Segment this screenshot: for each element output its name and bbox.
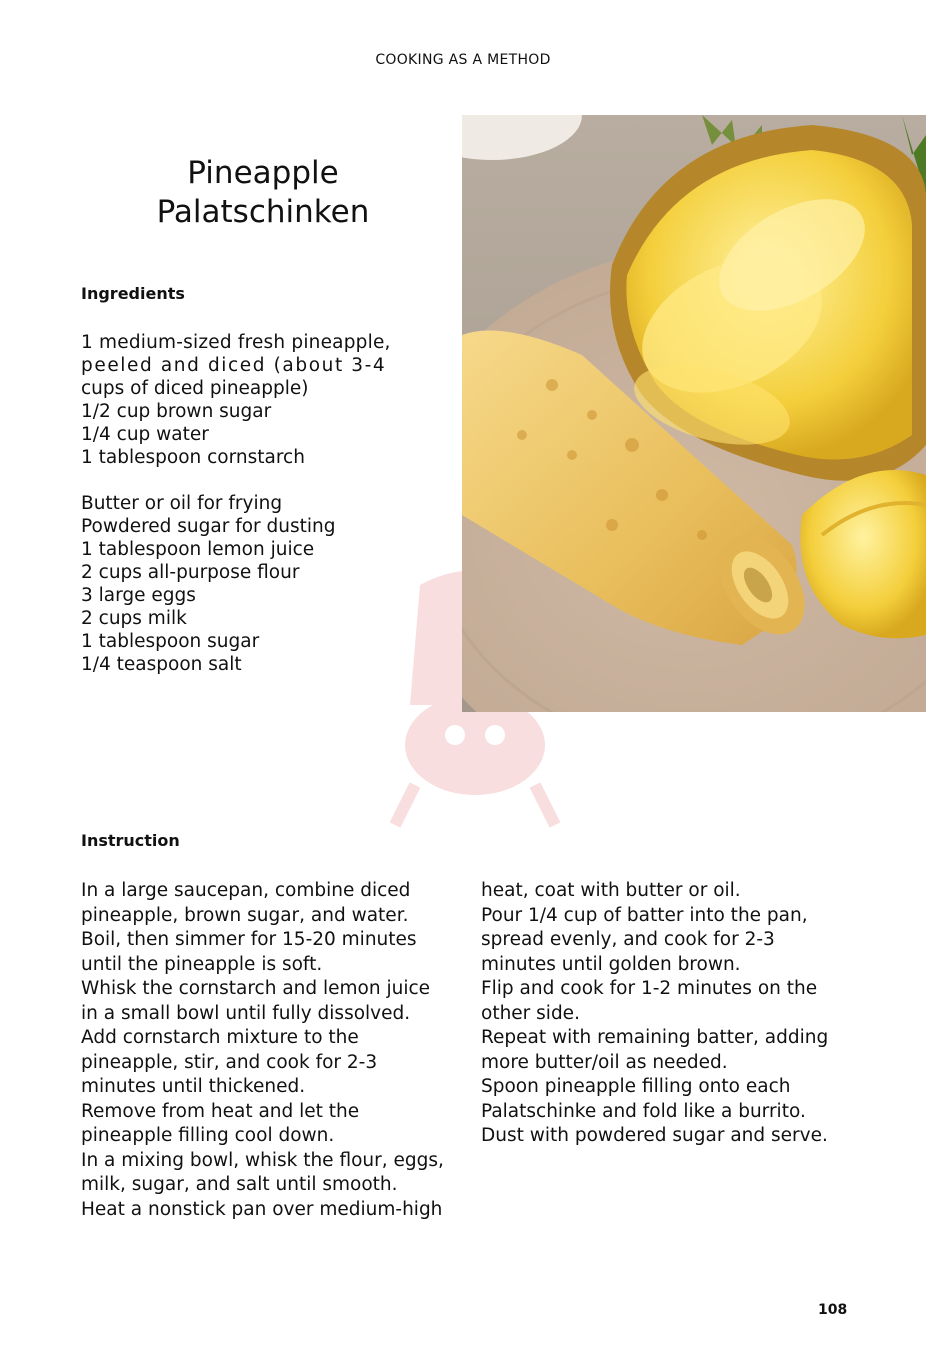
ingredient-item: 2 cups all-purpose flour xyxy=(81,562,300,583)
instruction-line: Flip and cook for 1-2 minutes on the xyxy=(481,978,818,999)
ingredient-item: Butter or oil for frying xyxy=(81,493,283,514)
instruction-line: pineapple, brown sugar, and water. xyxy=(81,904,409,926)
ingredient-item: 1 tablespoon lemon juice xyxy=(81,539,315,560)
instruction-line: heat, coat with butter or oil. xyxy=(481,880,741,901)
instruction-line: spread evenly, and cook for 2-3 xyxy=(481,929,775,950)
ingredient-item: peeled and diced (about 3-4 xyxy=(81,355,387,376)
ingredient-item: Powdered sugar for dusting xyxy=(81,516,336,537)
running-header: COOKING AS A METHOD xyxy=(375,52,551,68)
ingredient-item: 3 large eggs xyxy=(81,585,196,606)
instruction-line: In a mixing bowl, whisk the flour, eggs, xyxy=(81,1149,444,1171)
pineapple-palatschinken-photo xyxy=(462,115,926,712)
instruction-line: other side. xyxy=(481,1002,580,1024)
instruction-line: Heat a nonstick pan over medium-high xyxy=(81,1198,443,1220)
instruction-line: Whisk the cornstarch and lemon juice xyxy=(81,978,431,999)
ingredient-item: 1/4 cup water xyxy=(81,424,209,445)
instruction-line: Repeat with remaining batter, adding xyxy=(481,1027,829,1048)
instructions-column-1 xyxy=(81,879,461,1222)
ingredient-spacer xyxy=(81,469,421,492)
ingredient-item: 1 medium-sized fresh pineapple, xyxy=(81,332,391,353)
ingredient-item: 1 tablespoon sugar xyxy=(81,631,260,652)
instruction-line: milk, sugar, and salt until smooth. xyxy=(81,1174,398,1195)
recipe-title xyxy=(80,154,446,232)
ingredient-item: 1 tablespoon cornstarch xyxy=(81,447,305,468)
instruction-line: until the pineapple is soft. xyxy=(81,953,323,975)
ingredient-item: cups of diced pineapple) xyxy=(81,378,309,399)
recipe-title-line-1: Pineapple xyxy=(187,155,339,191)
instruction-line: Pour 1/4 cup of batter into the pan, xyxy=(481,904,808,926)
page-number: 108 xyxy=(818,1302,848,1318)
instruction-line: Add cornstarch mixture to the xyxy=(81,1027,359,1048)
instruction-line: minutes until thickened. xyxy=(81,1076,306,1097)
instruction-line: Remove from heat and let the xyxy=(81,1100,360,1122)
instruction-line: minutes until golden brown. xyxy=(481,953,741,975)
instruction-line: more butter/oil as needed. xyxy=(481,1051,728,1073)
instruction-line: Boil, then simmer for 15-20 minutes xyxy=(81,929,417,950)
ingredient-item: 1/2 cup brown sugar xyxy=(81,401,272,422)
instruction-line: in a small bowl until fully dissolved. xyxy=(81,1002,411,1024)
ingredient-item: 2 cups milk xyxy=(81,608,187,629)
instruction-line: pineapple filling cool down. xyxy=(81,1125,335,1146)
instruction-heading: Instruction xyxy=(81,831,180,850)
ingredients-list xyxy=(81,331,421,676)
instruction-line: Dust with powdered sugar and serve. xyxy=(481,1125,828,1146)
ingredient-item: 1/4 teaspoon salt xyxy=(81,654,242,675)
recipe-title-line-2: Palatschinken xyxy=(156,194,370,230)
instruction-line: Palatschinke and fold like a burrito. xyxy=(481,1100,806,1122)
instruction-line: Spoon pineapple filling onto each xyxy=(481,1076,791,1097)
instruction-line: In a large saucepan, combine diced xyxy=(81,880,411,901)
ingredients-heading: Ingredients xyxy=(81,284,185,303)
instruction-line: pineapple, stir, and cook for 2-3 xyxy=(81,1051,378,1073)
instructions-column-2 xyxy=(481,879,881,1149)
